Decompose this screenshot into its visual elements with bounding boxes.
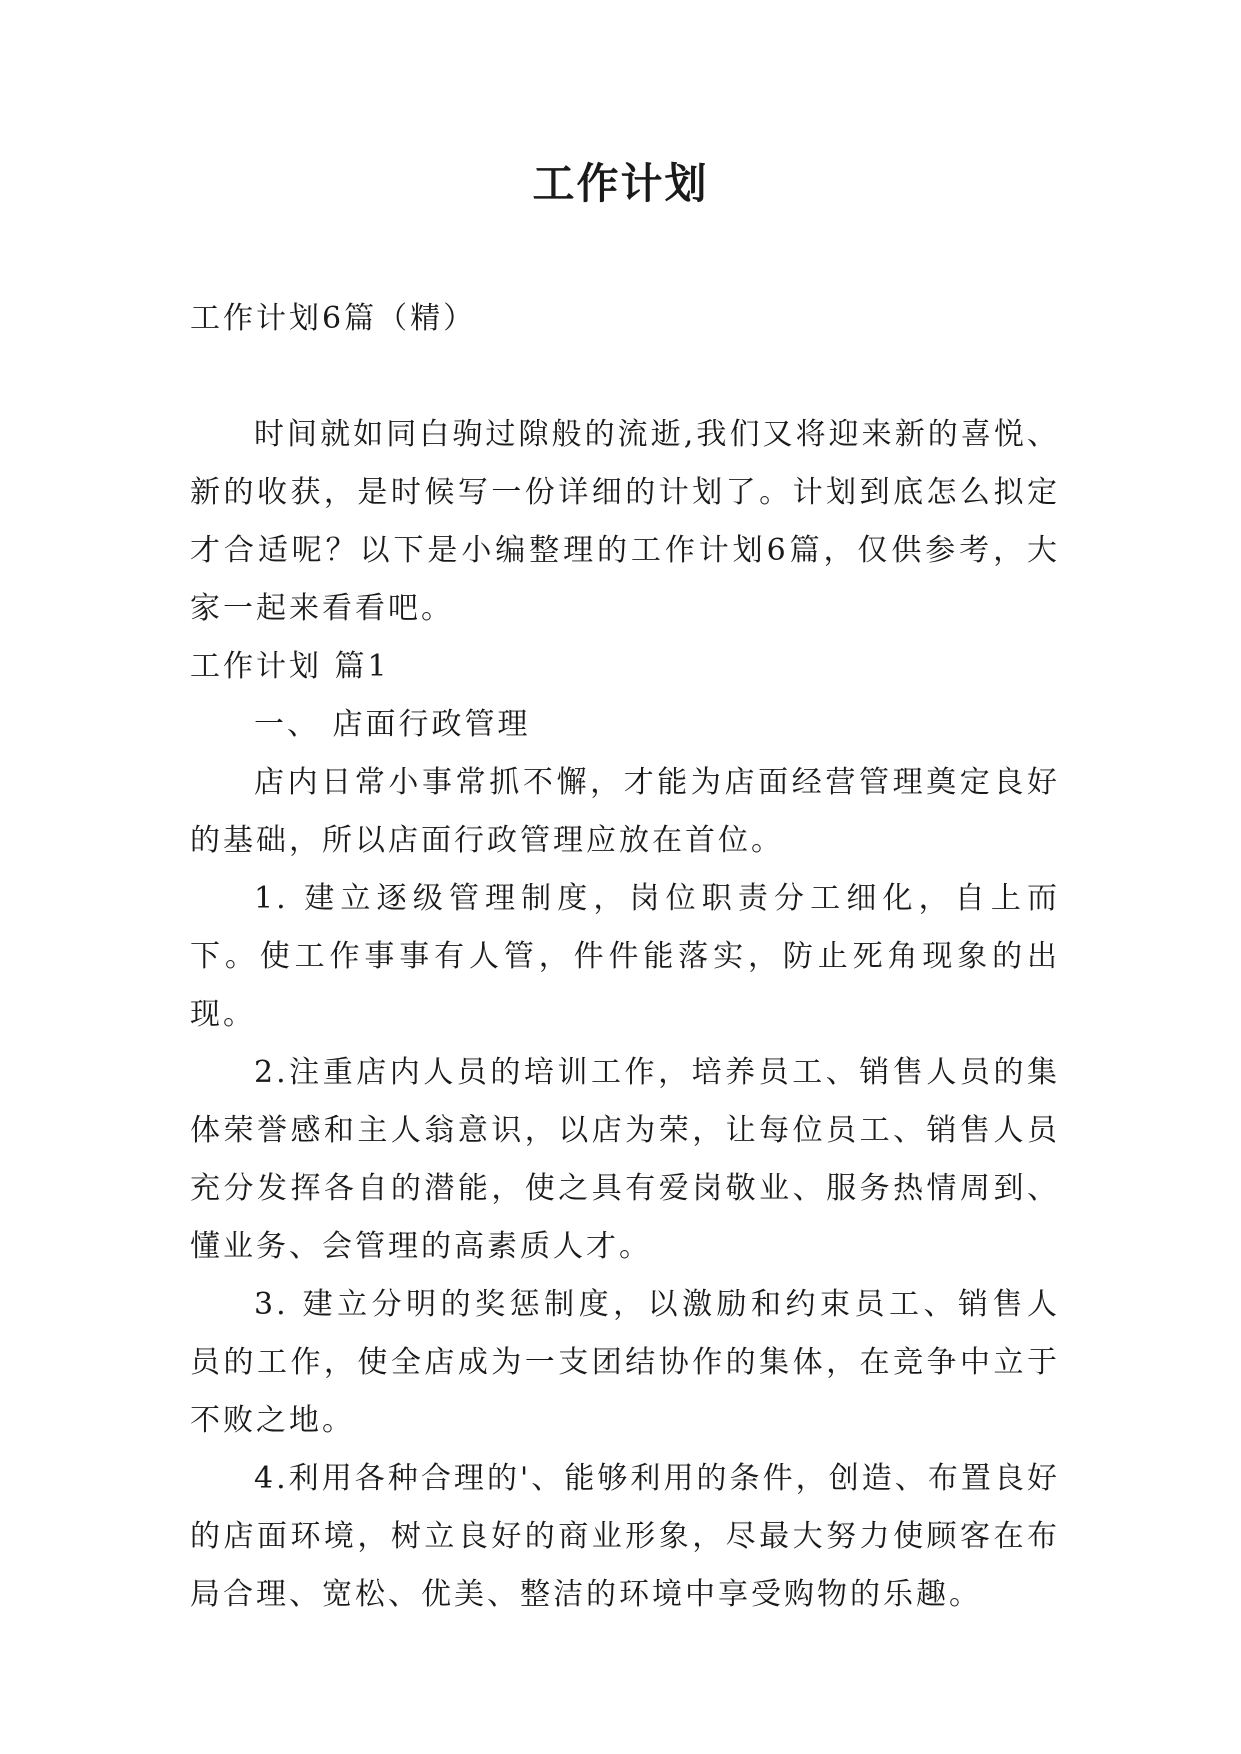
document-subtitle: 工作计划6篇（精）: [190, 301, 477, 336]
intro-paragraph: 时间就如同白驹过隙般的流逝,我们又将迎来新的喜悦、新的收获，是时候写一份详细的计划了。计划到底怎么拟定才合适呢？以下是小编整理的工作计划6篇，仅供参考，大家一起来看看吧。: [190, 417, 1060, 626]
subsection-heading: 一、 店面行政管理: [254, 707, 531, 742]
list-item: 4.利用各种合理的'、能够利用的条件，创造、布置良好的店面环境，树立良好的商业形象，尽最大努力使顾客在布局合理、宽松、优美、整洁的环境中享受购物的乐趣。: [190, 1461, 1060, 1612]
document-body: [190, 290, 1060, 1624]
section-heading: 工作计划 篇1: [190, 649, 390, 684]
body-paragraph: 店内日常小事常抓不懈，才能为店面经营管理奠定良好的基础，所以店面行政管理应放在首位。: [190, 765, 1060, 858]
list-item: 3. 建立分明的奖惩制度，以激励和约束员工、销售人员的工作，使全店成为一支团结协作的集体，在竞争中立于不败之地。: [190, 1287, 1060, 1438]
list-item: 1. 建立逐级管理制度，岗位职责分工细化，自上而下。使工作事事有人管，件件能落实，防止死角现象的出现。: [190, 881, 1060, 1032]
list-item: 2.注重店内人员的培训工作，培养员工、销售人员的集体荣誉感和主人翁意识，以店为荣，让每位员工、销售人员充分发挥各自的潜能，使之具有爱岗敬业、服务热情周到、懂业务、会管理的高素质人才。: [190, 1055, 1060, 1264]
document-title: 工作计划: [532, 159, 709, 208]
